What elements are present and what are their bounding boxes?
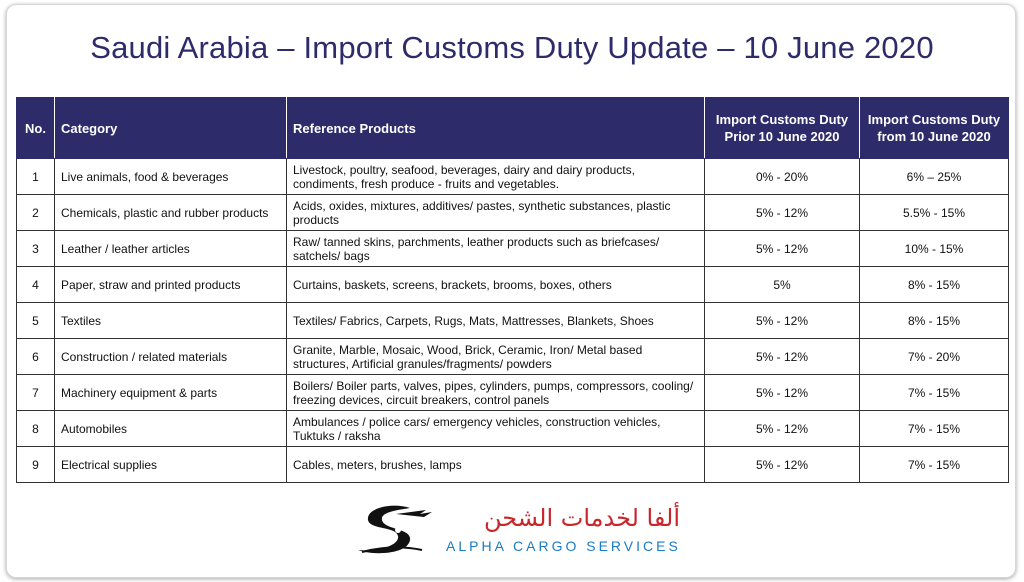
- cell-category: Chemicals, plastic and rubber products: [55, 195, 287, 231]
- cell-prior: 5% - 12%: [705, 375, 860, 411]
- header-prior-line2: Prior 10 June 2020: [724, 129, 840, 144]
- header-from-line1: Import Customs Duty: [867, 112, 1001, 127]
- cell-from: 7% - 15%: [860, 375, 1009, 411]
- cell-no: 6: [17, 339, 55, 375]
- duty-table: [16, 97, 1009, 483]
- cell-category: Leather / leather articles: [55, 231, 287, 267]
- cell-from: 7% - 15%: [860, 411, 1009, 447]
- table-row: [17, 195, 1009, 231]
- cell-from: 6% – 25%: [860, 159, 1009, 195]
- cell-prior: 5% - 12%: [705, 447, 860, 483]
- cell-from: 7% - 15%: [860, 447, 1009, 483]
- cell-no: 2: [17, 195, 55, 231]
- header-category: Category: [55, 98, 287, 159]
- table-row: [17, 375, 1009, 411]
- cell-products: Ambulances / police cars/ emergency vehicles, construction vehicles, Tuktuks / raksha: [287, 411, 705, 447]
- logo-arabic-text: ألفا لخدمات الشحن: [483, 504, 680, 532]
- cell-no: 7: [17, 375, 55, 411]
- cell-category: Textiles: [55, 303, 287, 339]
- table-row: [17, 339, 1009, 375]
- cell-category: Paper, straw and printed products: [55, 267, 287, 303]
- table-row: [17, 267, 1009, 303]
- cell-products: Cables, meters, brushes, lamps: [287, 447, 705, 483]
- cell-no: 1: [17, 159, 55, 195]
- alpha-s-swoosh-icon: [352, 500, 442, 560]
- cell-prior: 5% - 12%: [705, 231, 860, 267]
- cell-prior: 0% - 20%: [705, 159, 860, 195]
- cell-category: Automobiles: [55, 411, 287, 447]
- cell-from: 8% - 15%: [860, 267, 1009, 303]
- cell-no: 4: [17, 267, 55, 303]
- cell-products: Curtains, baskets, screens, brackets, brooms, boxes, others: [287, 267, 705, 303]
- cell-no: 3: [17, 231, 55, 267]
- page-title: Saudi Arabia – Import Customs Duty Update – 10 June 2020: [90, 30, 934, 65]
- cell-prior: 5% - 12%: [705, 303, 860, 339]
- cell-prior: 5%: [705, 267, 860, 303]
- cell-from: 10% - 15%: [860, 231, 1009, 267]
- header-prior: [705, 98, 860, 159]
- table-row: [17, 411, 1009, 447]
- logo-english-text: ALPHA CARGO SERVICES: [446, 538, 681, 554]
- header-from: [860, 98, 1009, 159]
- table-row: [17, 303, 1009, 339]
- header-products: Reference Products: [287, 98, 705, 159]
- header-row: [17, 98, 1009, 159]
- table-row: [17, 447, 1009, 483]
- cell-products: Raw/ tanned skins, parchments, leather products such as briefcases/ satchels/ bags: [287, 231, 705, 267]
- cell-from: 5.5% - 15%: [860, 195, 1009, 231]
- cell-products: Textiles/ Fabrics, Carpets, Rugs, Mats, Mattresses, Blankets, Shoes: [287, 303, 705, 339]
- header-prior-line1: Import Customs Duty: [715, 112, 849, 127]
- cell-no: 9: [17, 447, 55, 483]
- header-from-line2: from 10 June 2020: [877, 129, 991, 144]
- cell-category: Electrical supplies: [55, 447, 287, 483]
- company-logo: [352, 500, 682, 560]
- cell-products: Acids, oxides, mixtures, additives/ pastes, synthetic substances, plastic products: [287, 195, 705, 231]
- cell-no: 5: [17, 303, 55, 339]
- cell-products: Livestock, poultry, seafood, beverages, dairy and dairy products, condiments, fresh produce - fruits and vegetables.: [287, 159, 705, 195]
- header-no: No.: [17, 98, 55, 159]
- table-row: [17, 231, 1009, 267]
- cell-category: Machinery equipment & parts: [55, 375, 287, 411]
- cell-prior: 5% - 12%: [705, 411, 860, 447]
- table-row: [17, 159, 1009, 195]
- cell-prior: 5% - 12%: [705, 195, 860, 231]
- cell-category: Live animals, food & beverages: [55, 159, 287, 195]
- cell-category: Construction / related materials: [55, 339, 287, 375]
- cell-from: 7% - 20%: [860, 339, 1009, 375]
- cell-no: 8: [17, 411, 55, 447]
- cell-from: 8% - 15%: [860, 303, 1009, 339]
- cell-products: Boilers/ Boiler parts, valves, pipes, cylinders, pumps, compressors, cooling/ freezing devices, circuit breakers, control panels: [287, 375, 705, 411]
- cell-prior: 5% - 12%: [705, 339, 860, 375]
- cell-products: Granite, Marble, Mosaic, Wood, Brick, Ceramic, Iron/ Metal based structures, Artificial granules/fragments/ powders: [287, 339, 705, 375]
